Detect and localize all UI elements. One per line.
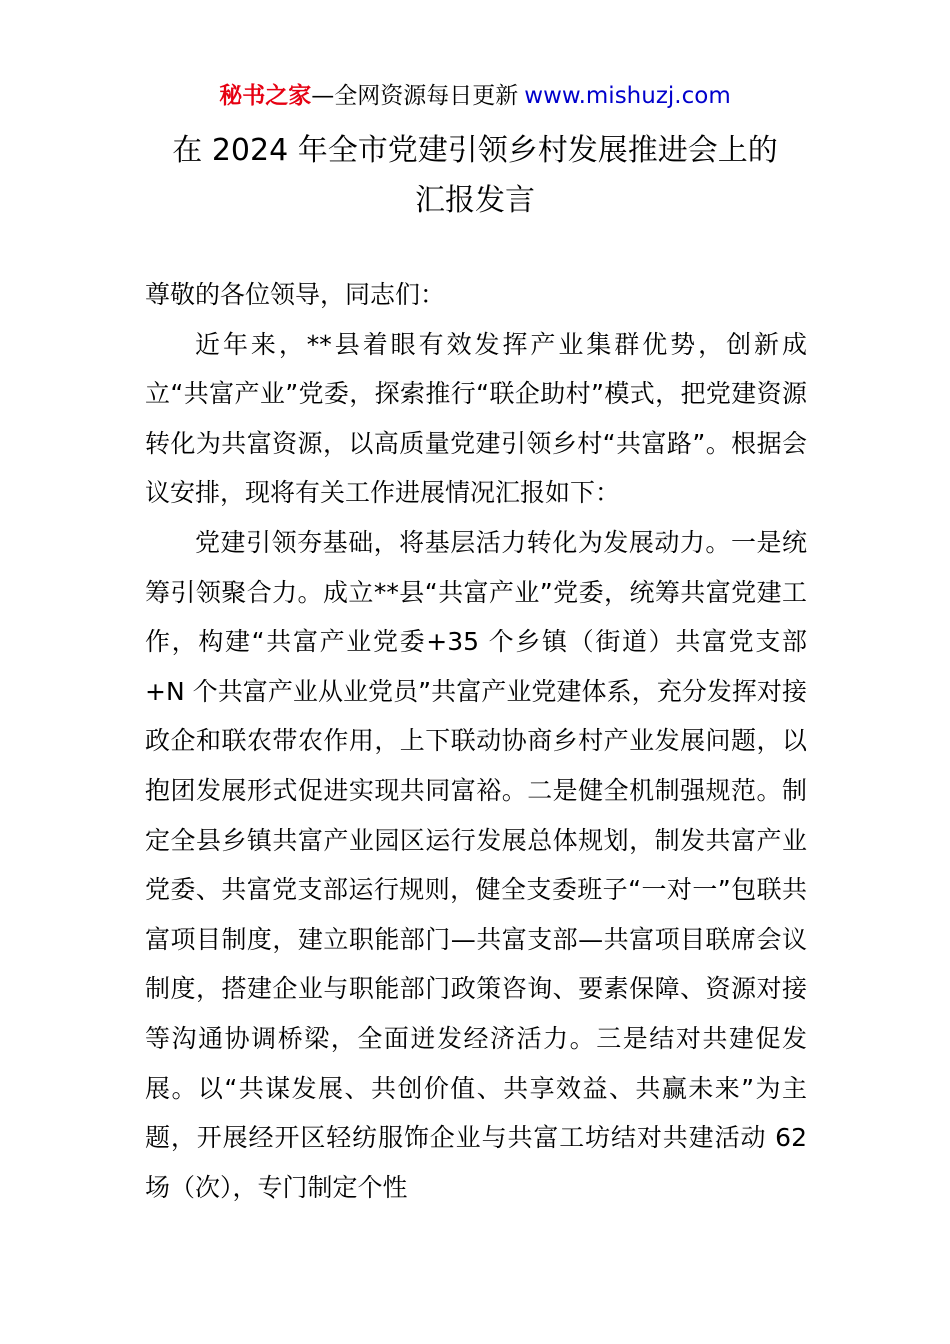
- site-brand: 秘书之家: [219, 83, 312, 109]
- title-line-1: 在 2024 年全市党建引领乡村发展推进会上的: [172, 133, 778, 168]
- document-body: [145, 270, 807, 1212]
- salutation: 尊敬的各位领导，同志们：: [145, 280, 446, 309]
- site-tagline: —全网资源每日更新: [311, 83, 519, 109]
- paragraph: 近年来，**县着眼有效发挥产业集群优势，创新成立“共富产业”党委，探索推行“联企助村”模式，把党建资源转化为共富资源，以高质量党建引领乡村“共富路”。根据会议安排，现将有关工作进展情况汇报如下：: [145, 329, 807, 508]
- site-header: [0, 80, 950, 112]
- title-line-2: 汇报发言: [415, 183, 535, 218]
- paragraph: 党建引领夯基础，将基层活力转化为发展动力。一是统筹引领聚合力。成立**县“共富产业”党委，统筹共富党建工作，构建“共富产业党委+35 个乡镇（街道）共富党支部+N 个共富产业从业党员”共富产业党建体系，充分发挥对接政企和联农带农作用，上下联动协商乡村产业发展问题，以抱团发展形式促进实现共同富裕。二是健全机制强规范。制定全县乡镇共富产业园区运行发展总体规划，制发共富产业党委、共富党支部运行规则，健全支委班子“一对一”包联共富项目制度，建立职能部门—共富支部—共富项目联席会议制度，搭建企业与职能部门政策咨询、要素保障、资源对接等沟通协调桥梁，全面迸发经济活力。三是结对共建促发展。以“共谋发展、共创价值、共享效益、共赢未来”为主题，开展经开区轻纺服饰企业与共富工坊结对共建活动 62 场（次），专门制定个性: [145, 527, 807, 1202]
- document-title: [0, 126, 950, 226]
- site-url-link[interactable]: www.mishuzj.com: [524, 83, 731, 109]
